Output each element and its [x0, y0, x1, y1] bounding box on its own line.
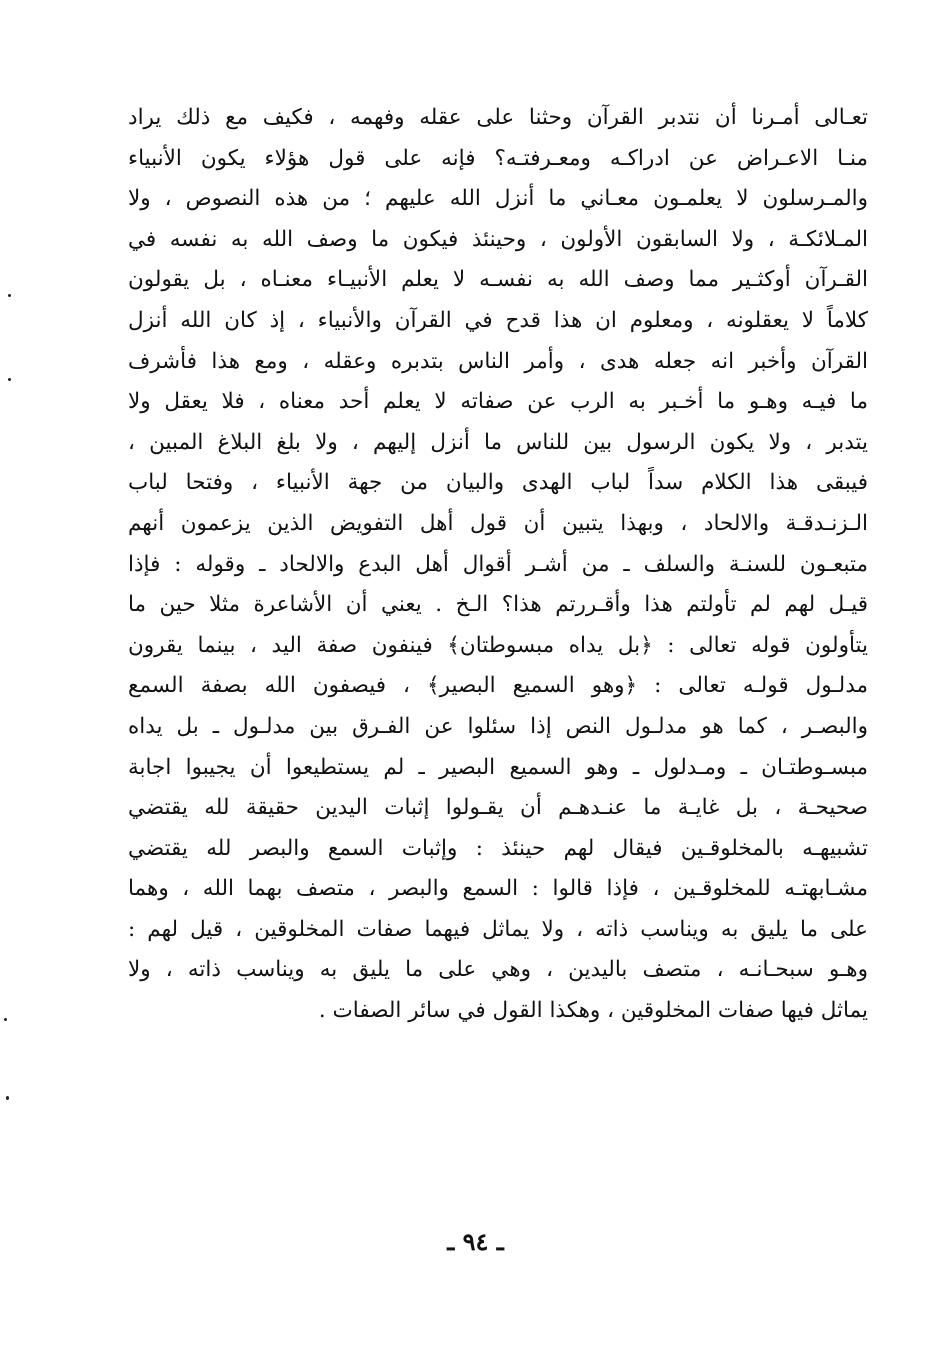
text-line: مشـابهتـه للمخلوقـين ، فإذا قالوا : السمع والبصر ، متصف بهما الله ، وهما — [128, 876, 868, 902]
text-line: ما فيـه وهـو ما أخـبر به الرب عن صفاته لا يعلم أحد معناه ، فلا يعقل ولا — [128, 389, 868, 415]
text-line: يتدبر ، ولا يكون الرسول بين للناس ما أنزل إليهم ، ولا بلغ البلاغ المبين ، — [128, 429, 868, 455]
text-line: القرآن وأخبر انه جعله هدى ، وأمر الناس بتدبره وعقله ، ومع هذا فأشرف — [128, 348, 868, 374]
text-line: متبعـون للسنـة والسلف ـ من أشـر أقوال أهل البدع والالحاد ـ وقوله : فإذا — [128, 551, 868, 577]
text-line: صحيحـة ، بل غايـة ما عنـدهـم أن يقـولوا إثبات اليدين حقيقة لله يقتضي — [128, 795, 868, 821]
text-line: على ما يليق به ويناسب ذاته ، ولا يماثل فيهما صفات المخلوقين ، قيل لهم : — [128, 916, 868, 942]
text-line: تشبيهـه بالمخلوقـين فيقال لهم حينئذ : وإثبات السمع والبصر لله يقتضي — [128, 835, 868, 861]
text-line: والمـرسلون لا يعلمـون معـاني ما أنزل الله عليهم ؛ من هذه النصوص ، ولا — [128, 186, 868, 212]
text-line-last: يماثل فيها صفات المخلوقين ، وهكذا القول في سائر الصفات . — [318, 998, 868, 1024]
text-line: الـزنـدقـة والالحاد ، وبهذا يتبين أن قول أهل التفويض الذين يزعمون أنهم — [128, 510, 868, 536]
scan-speck — [4, 1018, 7, 1021]
page-number: ـ ٩٤ ـ — [447, 1227, 504, 1256]
text-line: القـرآن أوكثـير مما وصف الله به نفسـه لا يعلم الأنبيـاء معنـاه ، بل يقولون — [128, 267, 868, 293]
text-line: يتأولون قوله تعالى : ﴿بل يداه مبسوطتان﴾ فينفون صفة اليد ، بينما يقرون — [128, 632, 868, 658]
text-line: فيبقى هذا الكلام سداً لباب الهدى والبيان من جهة الأنبياء ، وفتحا لباب — [128, 470, 868, 496]
text-line: كلاماً لا يعقلونه ، ومعلوم ان هذا قدح في القرآن والأنبياء ، إذ كان الله أنزل — [128, 307, 868, 333]
text-line: تعـالى أمـرنا أن نتدبر القرآن وحثنا على عقله وفهمه ، فكيف مع ذلك يراد — [128, 105, 868, 130]
scan-speck — [8, 378, 11, 381]
page-body-text — [128, 98, 868, 1032]
text-line: وهـو سبحـانـه ، متصف باليدين ، وهي على ما يليق به ويناسب ذاته ، ولا — [128, 957, 868, 983]
text-line: مبسـوطتـان ـ ومـدلول ـ وهو السميع البصير ـ لم يستطيعوا أن يجيبوا اجابة — [128, 754, 868, 780]
scan-speck — [8, 294, 11, 297]
text-line: المـلائكـة ، ولا السابقون الأولون ، وحينئذ فيكون ما وصف الله به نفسه في — [128, 226, 868, 252]
text-line: قيـل لهم لم تأولتم هذا وأقـررتم هذا؟ الـخ . يعني أن الأشاعرة مثلا حين ما — [128, 592, 868, 618]
text-line: منـا الاعـراض عن ادراكـه ومعـرفتـه؟ فإنه على قول هؤلاء يكون الأنبياء — [128, 145, 868, 171]
text-line: مدلـول قولـه تعالى : ﴿وهو السميع البصير﴾ ، فيصفون الله بصفة السمع — [128, 673, 868, 699]
text-line: والبصـر ، كما هو مدلـول النص إذا سئلوا عن الفـرق بين مدلـول ـ بل يداه — [128, 713, 868, 739]
scan-speck — [6, 1096, 9, 1100]
